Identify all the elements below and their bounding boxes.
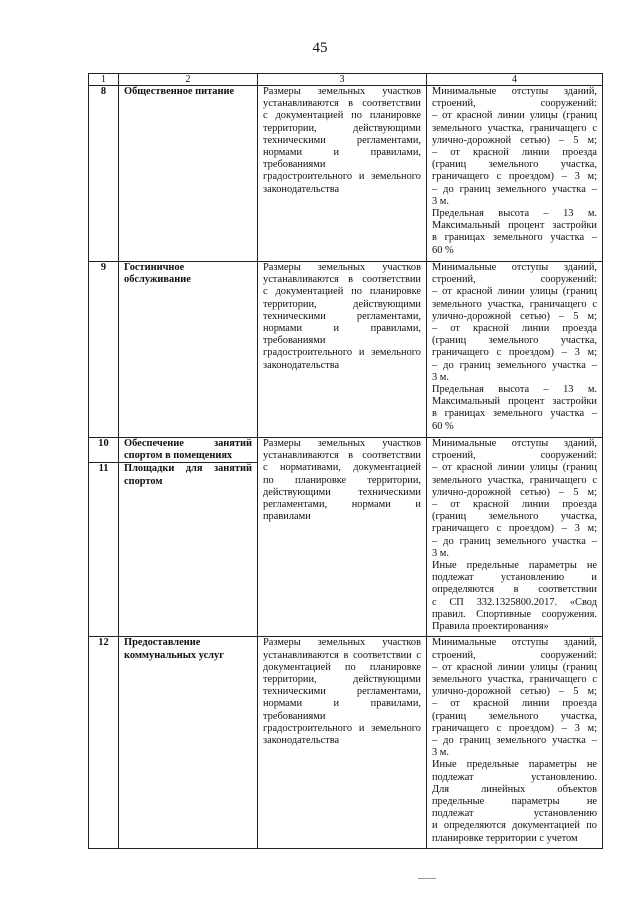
text-line: земельного участка, граничащего с: [432, 122, 597, 134]
text-line: – от красной линии улицы (границ: [432, 286, 597, 298]
text-line: Площадки для занятий: [124, 463, 252, 475]
text-line: улично-дорожной сетью) – 5 м;: [432, 486, 597, 498]
text-line: техническими регламентами,: [263, 134, 421, 146]
text-line: 3 м.: [432, 195, 449, 207]
header-cell: 2: [119, 74, 258, 86]
text-line: и определяются документацией по: [432, 820, 597, 832]
text-line: устанавливаются в соответствии: [263, 98, 421, 110]
text-line: нормами и правилами,: [263, 323, 421, 335]
text-line: в границах земельного участка –: [432, 408, 597, 420]
text-line: Размеры земельных участков: [263, 637, 421, 649]
text-line: 3 м.: [432, 747, 449, 759]
regulations-table: [88, 73, 603, 849]
text-line: подлежат установлению.: [432, 771, 597, 783]
text-line: действующими техническими: [263, 486, 421, 498]
text-line: улично-дорожной сетью) – 5 м;: [432, 686, 597, 698]
text-line: документацией по планировке: [263, 661, 421, 673]
text-line: коммунальных услуг: [124, 649, 224, 661]
text-line: Гостиничное: [124, 262, 185, 273]
text-line: Иные предельные параметры не: [432, 759, 597, 771]
text-line: строений, сооружений:: [432, 98, 597, 110]
text-line: 3 м.: [432, 371, 449, 383]
text-line: подлежат установлению и: [432, 572, 597, 584]
text-line: – от красной линии улицы (границ: [432, 110, 597, 122]
text-line: Иные предельные параметры не: [432, 560, 597, 572]
text-line: правил. Спортивные сооружения.: [432, 608, 597, 620]
text-line: Максимальный процент застройки: [432, 396, 597, 408]
text-line: определяются в соответствии: [432, 584, 597, 596]
table-row: [89, 438, 603, 463]
text-line: граничащего с проездом) – 3 м;: [432, 722, 597, 734]
text-line: планировке территории с учетом: [432, 832, 578, 844]
text-line: Общественное питание: [124, 86, 235, 97]
text-line: в границах земельного участка –: [432, 232, 597, 244]
text-line: 3 м.: [432, 547, 449, 559]
text-line: Предельная высота – 13 м.: [432, 208, 597, 220]
construction-parameters: [427, 438, 603, 637]
row-number: 9: [89, 262, 119, 438]
text-line: Минимальные отступы зданий,: [432, 637, 597, 649]
text-line: строений, сооружений:: [432, 450, 597, 462]
text-line: с СП 332.1325800.2017. «Свод: [432, 596, 597, 608]
use-type-name: [119, 262, 258, 438]
table-row: [89, 262, 603, 438]
text-line: Предельная высота – 13 м.: [432, 384, 597, 396]
text-line: Предоставление: [124, 637, 201, 649]
construction-parameters: [427, 637, 603, 849]
text-line: – от красной линии проезда: [432, 323, 597, 335]
text-line: улично-дорожной сетью) – 5 м;: [432, 134, 597, 146]
text-line: с нормативами, документацией: [263, 462, 421, 474]
text-line: требованиями: [263, 710, 326, 722]
text-line: Максимальный процент застройки: [432, 220, 597, 232]
text-line: граничащего с проездом) – 3 м;: [432, 347, 597, 359]
text-line: техническими регламентами,: [263, 310, 421, 322]
text-line: градостроительного и земельного: [263, 722, 421, 734]
text-line: подлежат установлению: [432, 808, 597, 820]
text-line: нормами и правилами,: [263, 147, 421, 159]
row-number: 12: [89, 637, 119, 849]
text-line: устанавливаются в соответствии: [263, 450, 421, 462]
land-plot-size: [258, 438, 427, 637]
text-line: – от красной линии проезда: [432, 499, 597, 511]
text-line: спортом в помещениях: [124, 450, 233, 462]
text-line: Размеры земельных участков: [263, 86, 421, 97]
text-line: градостроительного и земельного: [263, 171, 421, 183]
row-number: 11: [89, 463, 119, 637]
text-line: Размеры земельных участков: [263, 262, 421, 273]
text-line: Правила проектирования»: [432, 621, 549, 633]
text-line: Минимальные отступы зданий,: [432, 438, 597, 449]
land-plot-size: [258, 637, 427, 849]
text-line: требованиями: [263, 159, 326, 171]
use-type-name: [119, 463, 258, 637]
text-line: законодательства: [263, 359, 340, 371]
text-line: (границ земельного участка,: [432, 159, 597, 171]
text-line: обслуживание: [124, 274, 191, 286]
text-line: – от красной линии проезда: [432, 147, 597, 159]
text-line: – от красной линии проезда: [432, 698, 597, 710]
table-header-row: [89, 74, 603, 86]
construction-parameters: [427, 262, 603, 438]
text-line: 60 %: [432, 420, 454, 432]
text-line: спортом: [124, 475, 163, 487]
text-line: (границ земельного участка,: [432, 335, 597, 347]
text-line: земельного участка, граничащего с: [432, 674, 597, 686]
header-cell: 3: [258, 74, 427, 86]
text-line: территории, действующими: [263, 122, 421, 134]
text-line: законодательства: [263, 183, 340, 195]
use-type-name: [119, 86, 258, 262]
text-line: – от красной линии улицы (границ: [432, 661, 597, 673]
text-line: улично-дорожной сетью) – 5 м;: [432, 310, 597, 322]
row-number: 10: [89, 438, 119, 463]
text-line: градостроительного и земельного: [263, 347, 421, 359]
table-row: [89, 637, 603, 849]
text-line: с документацией по планировке: [263, 286, 421, 298]
text-line: по планировке территории,: [263, 474, 421, 486]
text-line: – до границ земельного участка –: [432, 359, 597, 371]
text-line: территории, действующими: [263, 298, 421, 310]
text-line: нормами и правилами,: [263, 698, 421, 710]
text-line: устанавливаются в соответствии с: [263, 649, 421, 661]
header-cell: 1: [89, 74, 119, 86]
text-line: правилами: [263, 511, 311, 523]
text-line: с документацией по планировке: [263, 110, 421, 122]
text-line: Для линейных объектов: [432, 783, 597, 795]
text-line: – до границ земельного участка –: [432, 735, 597, 747]
text-line: (границ земельного участка,: [432, 710, 597, 722]
text-line: граничащего с проездом) – 3 м;: [432, 523, 597, 535]
text-line: требованиями: [263, 335, 326, 347]
row-number: 8: [89, 86, 119, 262]
text-line: Обеспечение занятий: [124, 438, 252, 449]
text-line: Минимальные отступы зданий,: [432, 86, 597, 97]
page-number: 45: [312, 40, 328, 56]
text-line: территории, действующими: [263, 674, 421, 686]
construction-parameters: [427, 86, 603, 262]
land-plot-size: [258, 86, 427, 262]
use-type-name: [119, 438, 258, 463]
text-line: земельного участка, граничащего с: [432, 474, 597, 486]
text-line: земельного участка, граничащего с: [432, 298, 597, 310]
text-line: – до границ земельного участка –: [432, 183, 597, 195]
text-line: 60 %: [432, 244, 454, 256]
text-line: устанавливаются в соответствии: [263, 274, 421, 286]
text-line: граничащего с проездом) – 3 м;: [432, 171, 597, 183]
land-plot-size: [258, 262, 427, 438]
text-line: Размеры земельных участков: [263, 438, 421, 449]
text-line: строений, сооружений:: [432, 649, 597, 661]
text-line: – от красной линии улицы (границ: [432, 462, 597, 474]
text-line: Минимальные отступы зданий,: [432, 262, 597, 273]
text-line: техническими регламентами,: [263, 686, 421, 698]
header-cell: 4: [427, 74, 603, 86]
text-line: – до границ земельного участка –: [432, 535, 597, 547]
use-type-name: [119, 637, 258, 849]
scan-mark: [418, 878, 436, 879]
text-line: регламентами, нормами и: [263, 499, 421, 511]
text-line: (границ земельного участка,: [432, 511, 597, 523]
table-row: [89, 86, 603, 262]
text-line: предельные параметры не: [432, 796, 597, 808]
text-line: строений, сооружений:: [432, 274, 597, 286]
text-line: законодательства: [263, 735, 340, 747]
